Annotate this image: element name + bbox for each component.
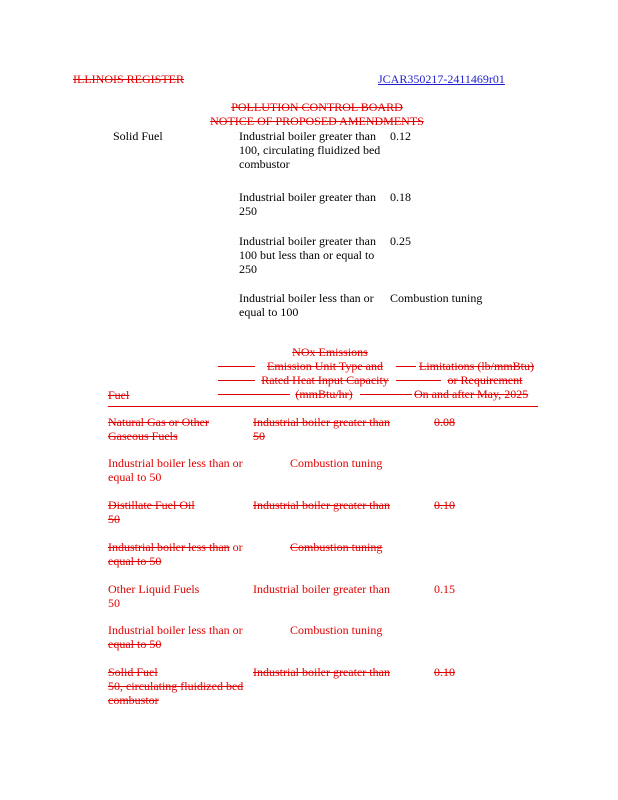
upper-fuel-label: Solid Fuel [113, 129, 163, 143]
row1-fuel-1: Natural Gas or Other [108, 415, 209, 429]
row4-text-2: equal to 50 [108, 554, 162, 568]
row1-desc-1: Industrial boiler greater than [253, 415, 390, 429]
upper-row1-desc2: 100, circulating fluidized bed [239, 143, 381, 157]
upper-row4-limit: Combustion tuning [390, 291, 483, 305]
unit-heading-1: Emission Unit Type and [267, 359, 383, 373]
row7-fuel-1: Solid Fuel [108, 665, 158, 679]
upper-row2-limit: 0.18 [390, 190, 411, 204]
upper-row3-desc1: Industrial boiler greater than [239, 234, 376, 248]
document-code-suffix: r01 [488, 72, 505, 86]
header-rule [396, 366, 416, 367]
upper-row1-limit: 0.12 [390, 129, 411, 143]
table-header-rule [108, 406, 538, 407]
header-rule [218, 394, 290, 395]
document-code [378, 72, 505, 86]
row7-fuel-2: 50, circulating fluidized bed [108, 679, 244, 693]
upper-row1-desc3: combustor [239, 157, 290, 171]
row6-limit: Combustion tuning [290, 623, 383, 637]
row7-limit: 0.10 [434, 665, 455, 679]
header-rule [360, 394, 412, 395]
limit-heading-3: On and after May, 2025 [414, 387, 529, 401]
upper-row3-limit: 0.25 [390, 234, 411, 248]
upper-row4-desc1: Industrial boiler less than or [239, 291, 374, 305]
row2-text-2: equal to 50 [108, 470, 162, 484]
row4-text-1 [108, 540, 243, 554]
upper-row3-desc2: 100 but less than or equal to [239, 248, 375, 262]
row5-fuel-1: Other Liquid Fuels [108, 582, 200, 596]
upper-row1-desc1: Industrial boiler greater than [239, 129, 376, 143]
row6-text-1: Industrial boiler less than or [108, 623, 243, 637]
header-rule [396, 380, 441, 381]
row3-desc-1: Industrial boiler greater than [253, 498, 390, 512]
register-header: ILLINOIS REGISTER [73, 72, 184, 86]
row4-text-1b: or [232, 540, 243, 554]
row1-limit: 0.08 [434, 415, 455, 429]
row6-text-2: equal to 50 [108, 637, 162, 651]
row2-limit: Combustion tuning [290, 456, 383, 470]
limit-heading-2: or Requirement [447, 373, 523, 387]
unit-heading-2: Rated Heat Input Capacity [261, 373, 389, 387]
row1-fuel-2: Gaseous Fuels [108, 429, 178, 443]
document-code-main: JCAR350217-2411469 [378, 72, 489, 86]
nox-emissions-heading: NOx Emissions [292, 345, 368, 359]
notice-title: NOTICE OF PROPOSED AMENDMENTS [210, 114, 424, 128]
row2-text-1: Industrial boiler less than or [108, 456, 243, 470]
header-rule [218, 366, 255, 367]
row3-fuel-1: Distillate Fuel Oil [108, 498, 195, 512]
upper-row4-desc2: equal to 100 [239, 305, 299, 319]
row3-limit: 0.10 [434, 498, 455, 512]
row1-desc-2: 50 [253, 429, 265, 443]
upper-row2-desc2: 250 [239, 204, 257, 218]
fuel-heading: Fuel [108, 388, 130, 402]
upper-row3-desc3: 250 [239, 262, 257, 276]
limit-heading-1: Limitations (lb/mmBtu) [419, 359, 534, 373]
row7-desc-1: Industrial boiler greater than [253, 665, 390, 679]
row3-fuel-2: 50 [108, 512, 120, 526]
row4-text-1a: Industrial boiler less than [108, 540, 230, 554]
row5-desc-1: Industrial boiler greater than [253, 582, 390, 596]
row7-fuel-3: combustor [108, 693, 159, 707]
unit-heading-3: (mmBtu/hr) [295, 387, 353, 401]
row5-limit: 0.15 [434, 582, 455, 596]
row4-limit: Combustion tuning [290, 540, 383, 554]
header-rule [218, 380, 255, 381]
upper-row2-desc1: Industrial boiler greater than [239, 190, 376, 204]
row5-fuel-2: 50 [108, 596, 120, 610]
agency-title: POLLUTION CONTROL BOARD [231, 100, 403, 114]
